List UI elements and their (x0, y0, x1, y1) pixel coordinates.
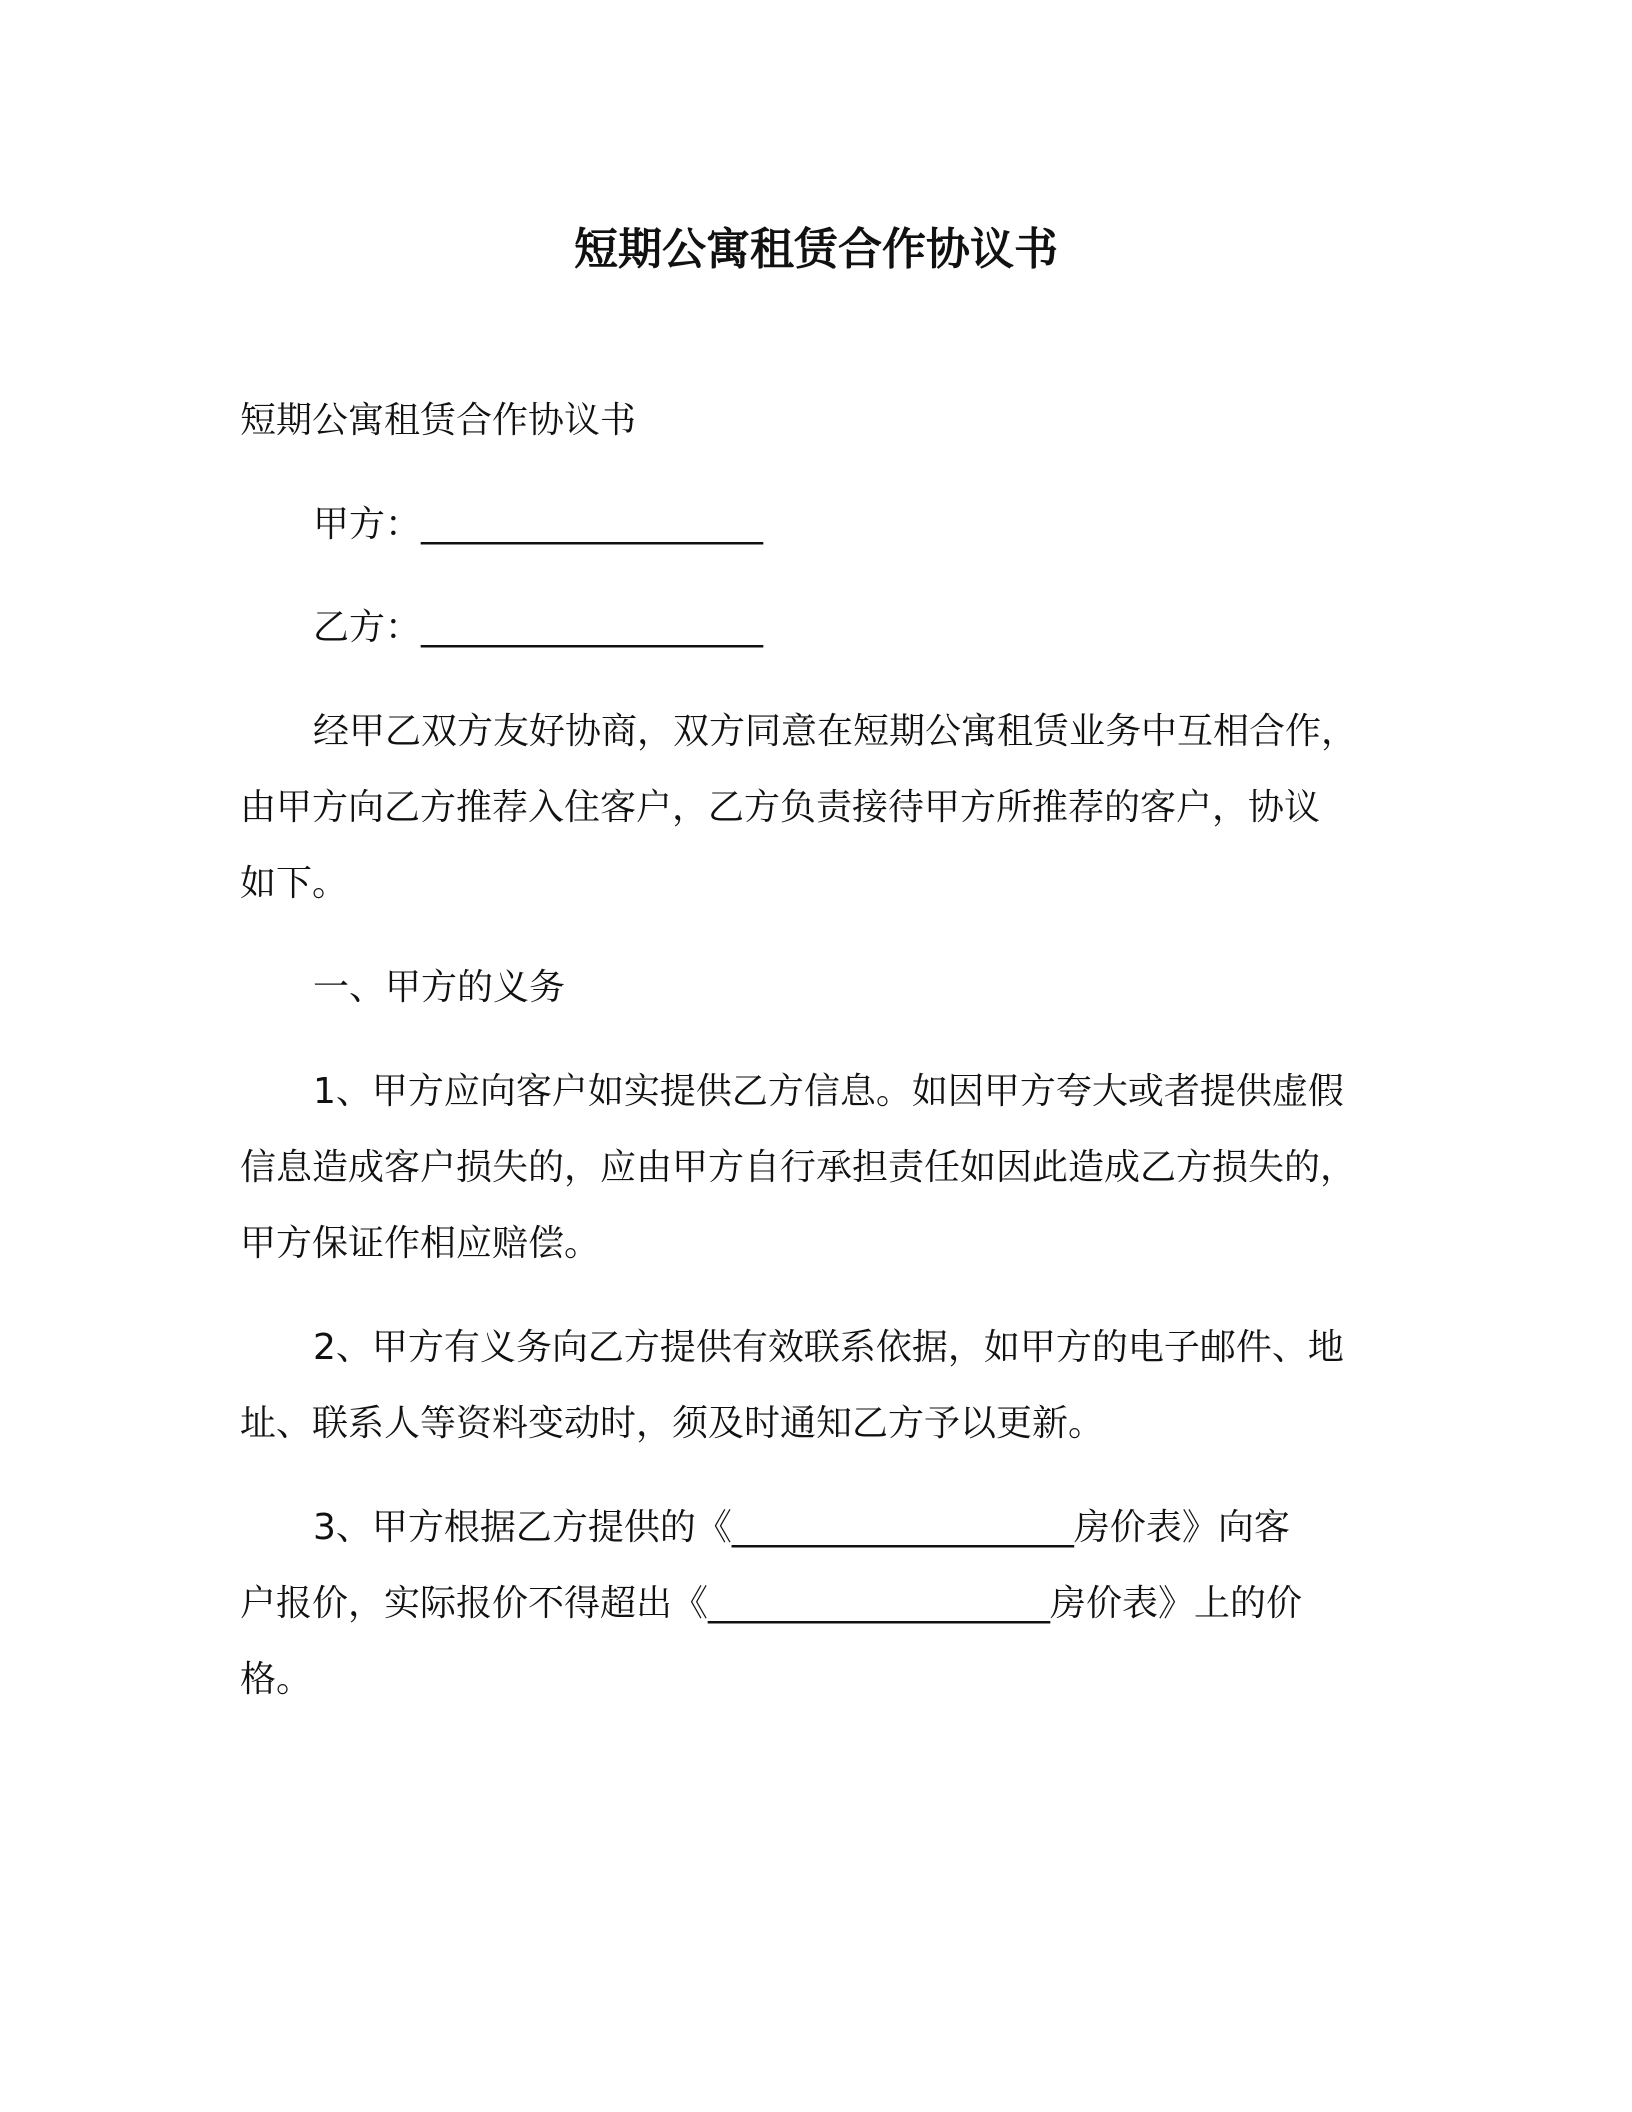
party-a-field: 甲方：___________________ (313, 504, 764, 545)
intro-line: 经甲乙双方友好协商，双方同意在短期公寓租赁业务中互相合作， (313, 711, 1358, 752)
item-2-line: 址、联系人等资料变动时，须及时通知乙方予以更新。 (240, 1403, 1105, 1444)
item-1-line: 甲方保证作相应赔偿。 (240, 1223, 601, 1264)
intro-line: 由甲方向乙方推荐入住客户，乙方负责接待甲方所推荐的客户，协议 (240, 787, 1321, 828)
document-subtitle: 短期公寓租赁合作协议书 (240, 400, 637, 441)
item-1-line: 信息造成客户损失的，应由甲方自行承担责任如因此造成乙方损失的， (240, 1147, 1357, 1188)
party-b-field: 乙方：___________________ (313, 607, 764, 648)
section-heading: 一、甲方的义务 (313, 967, 566, 1008)
item-2-line: 2、甲方有义务向乙方提供有效联系依据，如甲方的电子邮件、地 (313, 1327, 1344, 1368)
item-3-line: 户报价，实际报价不得超出《___________________房价表》上的价 (240, 1583, 1303, 1624)
intro-line: 如下。 (240, 863, 349, 904)
item-3-line: 格。 (240, 1659, 313, 1700)
item-1-line: 1、甲方应向客户如实提供乙方信息。如因甲方夸大或者提供虚假 (313, 1071, 1344, 1112)
document-title: 短期公寓租赁合作协议书 (574, 224, 1058, 275)
item-3-line: 3、甲方根据乙方提供的《___________________房价表》向客 (313, 1507, 1290, 1548)
